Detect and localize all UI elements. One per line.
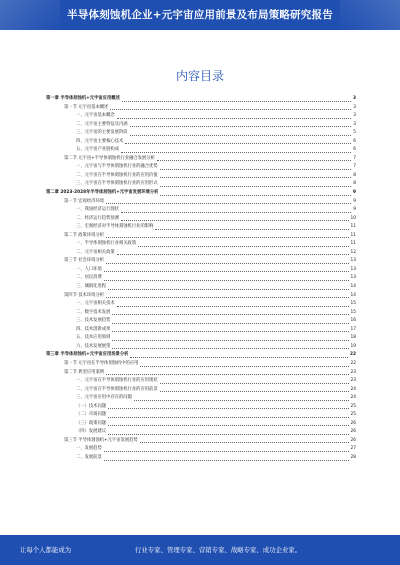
toc-entry[interactable] bbox=[46, 232, 356, 241]
toc-leader-dots bbox=[117, 118, 352, 119]
toc-leader-dots bbox=[155, 229, 348, 230]
toc-entry-title: 第一章 半导体刻蚀机+元宇宙应用概述 bbox=[46, 96, 120, 101]
toc-leader-dots bbox=[108, 408, 348, 409]
toc-entry-title: 二、发展前景 bbox=[76, 454, 102, 460]
toc-page-number: 19 bbox=[350, 343, 356, 349]
toc-page-number: 28 bbox=[350, 454, 356, 460]
toc-entry[interactable] bbox=[46, 257, 356, 266]
toc-entry-title: 二、元宇宙相关政策 bbox=[76, 249, 115, 255]
toc-entry[interactable] bbox=[46, 420, 356, 429]
toc-page-number: 15 bbox=[350, 301, 356, 307]
toc-entry-title: 二、经济运行趋势预测 bbox=[76, 215, 119, 221]
toc-entry[interactable] bbox=[46, 454, 356, 463]
toc-entry[interactable] bbox=[46, 445, 356, 454]
toc-entry-title: （二）市场问题 bbox=[76, 412, 107, 418]
toc-page-number: 26 bbox=[350, 437, 356, 443]
toc-leader-dots bbox=[117, 254, 349, 255]
toc-leader-dots bbox=[106, 237, 348, 238]
toc-entry[interactable] bbox=[46, 326, 356, 335]
toc-page-number: 7 bbox=[353, 164, 356, 170]
toc-page-number: 9 bbox=[353, 190, 356, 196]
toc-leader-dots bbox=[140, 366, 348, 367]
toc-page-number: 15 bbox=[350, 309, 356, 315]
footer-slogan-right: 行业专家、管理专家、营销专家、战略专家、成功企业家。 bbox=[135, 546, 302, 554]
toc-page-number: 24 bbox=[350, 395, 356, 401]
toc-entry[interactable] bbox=[46, 292, 356, 301]
toc-entry[interactable] bbox=[46, 198, 356, 207]
toc-leader-dots bbox=[134, 400, 349, 401]
toc-entry[interactable] bbox=[46, 95, 356, 104]
toc-leader-dots bbox=[108, 434, 348, 435]
toc-entry-title: 二、居民消费 bbox=[76, 275, 102, 281]
toc-leader-dots bbox=[104, 460, 349, 461]
toc-entry[interactable] bbox=[46, 163, 356, 172]
toc-leader-dots bbox=[106, 263, 348, 264]
toc-page-number: 8 bbox=[353, 181, 356, 187]
toc-page-number: 14 bbox=[350, 292, 356, 298]
toc-leader-dots bbox=[122, 101, 351, 102]
toc-entry[interactable] bbox=[46, 377, 356, 386]
toc-page-number: 9 bbox=[353, 207, 356, 213]
toc-entry[interactable] bbox=[46, 223, 356, 232]
toc-entry[interactable] bbox=[46, 309, 356, 318]
toc-page-number: 27 bbox=[350, 446, 356, 452]
toc-page-number: 12 bbox=[350, 249, 356, 255]
toc-entry[interactable] bbox=[46, 215, 356, 224]
toc-entry-title: 一、元宇宙与半导体刻蚀机行业的融合优势 bbox=[76, 164, 158, 170]
toc-entry[interactable] bbox=[46, 300, 356, 309]
toc-page-number: 23 bbox=[350, 369, 356, 375]
toc-entry[interactable] bbox=[46, 180, 356, 189]
toc-leader-dots bbox=[130, 126, 352, 127]
toc-leader-dots bbox=[104, 280, 349, 281]
toc-leader-dots bbox=[104, 451, 349, 452]
toc-entry[interactable] bbox=[46, 334, 356, 343]
toc-page-number: 8 bbox=[353, 172, 356, 178]
toc-entry[interactable] bbox=[46, 266, 356, 275]
toc-entry-title: 第二节 元宇宙+半导体刻蚀机行业融合发展分析 bbox=[64, 155, 155, 161]
toc-entry[interactable] bbox=[46, 104, 356, 113]
toc-page-number: 18 bbox=[350, 335, 356, 341]
toc-entry-title: 第三节 社会环境分析 bbox=[64, 258, 105, 264]
toc-leader-dots bbox=[138, 246, 348, 247]
toc-entry-title: 第二章 2023-2028年半导体刻蚀机+元宇宙发展环境分析 bbox=[46, 190, 159, 196]
toc-entry-title: 三、技术发展趋势 bbox=[76, 318, 111, 324]
footer-band bbox=[0, 535, 400, 565]
toc-entry[interactable] bbox=[46, 146, 356, 155]
footer-slogan-left: 让每个人都能成为 bbox=[20, 546, 72, 554]
toc-entry[interactable] bbox=[46, 129, 356, 138]
toc-entry-title: 三、元宇宙的主要发展阶段 bbox=[76, 130, 128, 136]
toc-entry-title: 第二节 政策环境分析 bbox=[64, 232, 105, 238]
toc-leader-dots bbox=[112, 314, 348, 315]
toc-leader-dots bbox=[157, 160, 351, 161]
toc-leader-dots bbox=[112, 348, 348, 349]
toc-entry-title: 第三章 半导体刻蚀机+元宇宙应用场景分析 bbox=[46, 352, 129, 358]
toc-entry-title: 六、技术发展展望 bbox=[76, 343, 111, 349]
toc-leader-dots bbox=[160, 177, 352, 178]
toc-entry-title: 三、元宇宙应用中存在的问题 bbox=[76, 395, 132, 401]
toc-leader-dots bbox=[108, 425, 348, 426]
toc-entry-title: 一、人口环境 bbox=[76, 266, 102, 272]
toc-entry[interactable] bbox=[46, 403, 356, 412]
toc-entry[interactable] bbox=[46, 138, 356, 147]
toc-entry-title: （四）发展建议 bbox=[76, 429, 107, 435]
report-title: 半导体刻蚀机企业+元宇宙应用前景及布局策略研究报告 bbox=[67, 9, 333, 21]
toc-page-number: 22 bbox=[350, 352, 356, 358]
toc-leader-dots bbox=[160, 186, 352, 187]
toc-page-number: 11 bbox=[350, 241, 356, 247]
toc-page-number: 24 bbox=[350, 386, 356, 392]
toc-entry-title: 一、我国经济运行现状 bbox=[76, 207, 119, 213]
toc-leader-dots bbox=[130, 135, 352, 136]
toc-page-number: 26 bbox=[350, 420, 356, 426]
toc-entry-title: 二、元宇宙主要特征及内涵 bbox=[76, 121, 128, 127]
toc-leader-dots bbox=[106, 203, 351, 204]
toc-leader-dots bbox=[112, 323, 348, 324]
toc-entry[interactable] bbox=[46, 343, 356, 352]
toc-leader-dots bbox=[121, 152, 351, 153]
toc-page-number: 10 bbox=[350, 215, 356, 221]
toc-entry[interactable] bbox=[46, 428, 356, 437]
toc-page-number: 25 bbox=[350, 412, 356, 418]
toc-leader-dots bbox=[160, 195, 351, 196]
toc-page-number: 14 bbox=[350, 284, 356, 290]
toc-entry-title: 二、数字技术发展 bbox=[76, 309, 111, 315]
toc-leader-dots bbox=[130, 357, 348, 358]
toc-page-number: 23 bbox=[350, 378, 356, 384]
toc-entry-title: 五、元宇宙产业链构成 bbox=[76, 147, 119, 153]
toc-page-number: 11 bbox=[350, 224, 356, 230]
toc-page-number: 13 bbox=[350, 275, 356, 281]
toc-entry[interactable] bbox=[46, 274, 356, 283]
toc-leader-dots bbox=[112, 331, 348, 332]
toc-page-number: 22 bbox=[350, 360, 356, 366]
toc-page-number: 3 bbox=[353, 113, 356, 119]
toc-page-number: 25 bbox=[350, 403, 356, 409]
toc-entry-title: （一）技术问题 bbox=[76, 403, 107, 409]
toc-leader-dots bbox=[160, 383, 349, 384]
toc-entry-title: 四、元宇宙主要核心技术 bbox=[76, 138, 124, 144]
toc-entry[interactable] bbox=[46, 411, 356, 420]
toc-entry[interactable] bbox=[46, 351, 356, 360]
toc-entry-title: 第一节 宏观经济环境 bbox=[64, 198, 105, 204]
toc-entry-title: 五、技术应用领域 bbox=[76, 335, 111, 341]
toc-leader-dots bbox=[125, 143, 351, 144]
toc-entry[interactable] bbox=[46, 249, 356, 258]
toc-leader-dots bbox=[121, 212, 351, 213]
toc-page-number: 5 bbox=[353, 130, 356, 136]
toc-leader-dots bbox=[104, 271, 349, 272]
toc-page-number: 11 bbox=[350, 232, 356, 238]
toc-page-number: 13 bbox=[350, 266, 356, 272]
toc-heading: 内容目录 bbox=[175, 69, 224, 83]
toc-entry[interactable] bbox=[46, 189, 356, 198]
toc-entry[interactable] bbox=[46, 386, 356, 395]
toc-leader-dots bbox=[108, 417, 348, 418]
toc-entry[interactable] bbox=[46, 172, 356, 181]
toc-entry-title: 三、宏观经济对半导体刻蚀机行业的影响 bbox=[76, 224, 154, 230]
toc-entry-title: 一、元宇宙在半导体刻蚀机行业的应用现状 bbox=[76, 378, 158, 384]
toc-entry-title: 一、发展趋势 bbox=[76, 446, 102, 452]
toc-entry-title: 一、元宇宙基本概念 bbox=[76, 113, 115, 119]
toc-entry[interactable] bbox=[46, 369, 356, 378]
toc-page-number: 13 bbox=[350, 258, 356, 264]
toc-leader-dots bbox=[160, 169, 352, 170]
toc-entry[interactable] bbox=[46, 317, 356, 326]
toc-leader-dots bbox=[106, 374, 348, 375]
toc-leader-dots bbox=[117, 306, 349, 307]
toc-page-number: 3 bbox=[353, 96, 356, 101]
toc-entry-title: 一、元宇宙相关技术 bbox=[76, 301, 115, 307]
toc-entry-title: 四、技术创新成果 bbox=[76, 326, 111, 332]
toc-entry-title: 三、城镇化进程 bbox=[76, 284, 107, 290]
toc-entry-title: 一、半导体刻蚀机行业相关政策 bbox=[76, 241, 137, 247]
toc-entry-title: （三）政策问题 bbox=[76, 420, 107, 426]
toc-page-number: 9 bbox=[353, 198, 356, 204]
toc-page-number: 6 bbox=[353, 138, 356, 144]
toc-entry[interactable] bbox=[46, 283, 356, 292]
toc-entry-title: 二、元宇宙在半导体刻蚀机行业的应用价值 bbox=[76, 172, 158, 178]
toc-entry-title: 第一节 元宇宙在半导体刻蚀机中的应用 bbox=[64, 360, 139, 366]
toc-entry-title: 第三节 半导体刻蚀机+元宇宙发展趋势 bbox=[64, 437, 138, 443]
toc-entry-title: 第一节 元宇宙基本概述 bbox=[64, 104, 109, 110]
toc-page-number: 6 bbox=[353, 147, 356, 153]
toc-page-number: 3 bbox=[353, 104, 356, 110]
toc-entry[interactable] bbox=[46, 240, 356, 249]
toc-leader-dots bbox=[121, 220, 349, 221]
toc-leader-dots bbox=[140, 442, 349, 443]
toc-page-number: 26 bbox=[350, 429, 356, 435]
toc-page-number: 7 bbox=[353, 155, 356, 161]
toc-entry[interactable] bbox=[46, 360, 356, 369]
toc-entry[interactable] bbox=[46, 394, 356, 403]
toc-entry[interactable] bbox=[46, 112, 356, 121]
toc-page-number: 17 bbox=[350, 326, 356, 332]
toc-entry[interactable] bbox=[46, 437, 356, 446]
toc-leader-dots bbox=[112, 340, 348, 341]
toc-entry[interactable] bbox=[46, 206, 356, 215]
toc-leader-dots bbox=[110, 109, 351, 110]
toc-leader-dots bbox=[106, 297, 348, 298]
toc-entry[interactable] bbox=[46, 121, 356, 130]
toc-leader-dots bbox=[108, 289, 348, 290]
toc-page-number: 3 bbox=[353, 121, 356, 127]
toc-entry-title: 三、元宇宙在半导体刻蚀机行业的应用形式 bbox=[76, 181, 158, 187]
toc-entry-title: 第四节 技术环境分析 bbox=[64, 292, 105, 298]
toc-entry-title: 第二节 典型应用案例 bbox=[64, 369, 105, 375]
toc-page-number: 16 bbox=[350, 318, 356, 324]
toc-entry[interactable] bbox=[46, 155, 356, 164]
table-of-contents bbox=[46, 95, 356, 463]
toc-entry-title: 二、元宇宙在半导体刻蚀机行业的应用前景 bbox=[76, 386, 158, 392]
toc-leader-dots bbox=[160, 391, 349, 392]
